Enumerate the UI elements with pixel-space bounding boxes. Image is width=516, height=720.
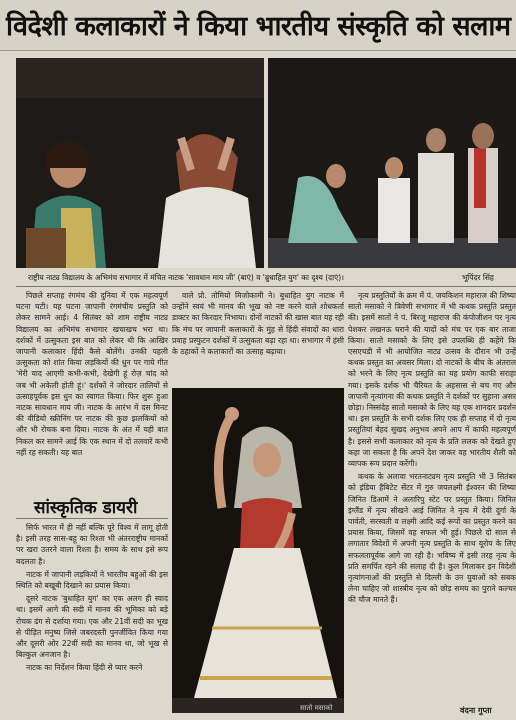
photo-stage-image (268, 58, 516, 268)
article-paragraph: दूसरे नाटक 'बुधाहित युग' का एक अलग ही स्वाद था। इसमें आगे की सदी में मानव की भूमिका को बड़े रोचक ढंग से दर्शाया गया। एक और 21वीं सदी का भूख से पीड़ित मनुष्य जिसे जबरदस्ती पुनर्जीवित किया गया और दूसरी ओर 22वीं सदी का मानव था, जो भूख से बिल्कुल अनजान है। (16, 594, 168, 660)
photo-dancers-image (16, 58, 264, 268)
article-paragraph: वाले प्रो. तोमियो मिजोकामी ने। बुधाहित युग नाटक में उन्होंने स्वयं भी मानव की भूख को नष्ट करने वाले शोधकर्ता डाक्टर का किरदार निभाया। दोनों नाटकों की खास बात यह रही कि मंच पर जापानी कलाकारों के मुंह से हिंदी संवादों का धारा प्रवाह प्रस्फुटन दर्शकों में उत्सुकता बढ़ा रहा था। सभागार में हंसी के ठहाकों ने कलाकारों का उत्साह बढ़ाया। (172, 291, 344, 357)
column-rule (16, 286, 516, 287)
photo-credit-top: भूपिंदर सिंह (462, 273, 494, 282)
article-paragraph: कथक के अलावा भरतनाट्यम नृत्य प्रस्तुति भी 3 सितंबर को इंडिया हैबिटेट सेंटर में गुरु जयलक्ष्मी ईश्वरन की शिष्या जिनित डिआमें ने अलारिपु स्टेट पर प्रस्तुत किया। जिनित इंग्लैंड में नृत्य सीखने आई जिनित ने नृत्य में देवी दुर्गा के पार्वती, सरस्वती व लक्ष्मी आदि कई रूपों का प्रस्तुत करने का प्रयास किया, जिसमें वह सफल भी हुई। पिछले दो साल से लगातार विदेशों में अपनी नृत्य प्रस्तुति के साथ यूरोप के लिए सफलतापूर्वक आगे जा रही है। भविष्य में इसी तरह नृत्य के प्रति समर्पित रहने की सलाह दी है। कुल मिलाकर इन विदेशी नृत्यांगनाओं की प्रस्तुति से दिल्ली के उन युवाओं को सबक लेना चाहिए जो शास्त्रीय नृत्य को छोड़ समय का पुराने कल्चर की चौज मानते हैं। (348, 472, 516, 605)
byline: वंदना गुप्ता (460, 706, 492, 715)
article-paragraph: नाटक में जापानी लड़कियों ने भारतीय बहुओं की इस स्थिति को बखूबी दिखाने का प्रयास किया। (16, 569, 168, 591)
section-heading: सांस्कृतिक डायरी (34, 498, 138, 518)
article-column-1b (16, 522, 168, 717)
article-column-2 (172, 290, 344, 382)
article-column-1 (16, 290, 168, 490)
photo-credit-dancer: सातो मसाको (300, 704, 333, 712)
article-paragraph: नाटक का निर्देशन किया हिंदी से प्यार करने (26, 663, 143, 673)
photo-caption: राष्ट्रीय नाट्य विद्यालय के अभिमंच सभागार में मंचित नाटक 'सावधान माय जी' (बाएं) व 'ब्रुधाहित युग' का दृश्य (दाएं)। (28, 273, 345, 282)
article-paragraph: सिर्फ भारत में ही नहीं बल्कि पूरे विश्व में लागू होती है। इसी तरह सास-बहू का रिश्ता भी अंतरराष्ट्रीय मानकों पर खरा उतरने वाला रिश्ता है। समय के साथ इसे रूप बदलता है। (16, 523, 168, 566)
article-column-3 (348, 290, 516, 702)
photo-top-right (268, 58, 516, 268)
heading-rule (16, 518, 168, 519)
article-paragraph: पिछले सप्ताह रंगमंच की दुनिया में एक महत्वपूर्ण घटना घटी। यह घटना जापानी रंगमंचीय प्रस्तुति को लेकर सामने आई। 4 सितंबर को शाम राष्ट्रीय नाट्य विद्यालय का अभिमंच सभागार खचाखच भरा था। दर्शकों में उत्सुकता इस बात को लेकर थी कि आखिर जापानी कलाकार हिंदी कैसे बोलेंगे। उनकी पहली उत्सुकता को शांत किया लड़कियों की धुन पर गाये गीत 'मेरी याद आएगी कभी-कभी, देखेगी हूं रोज़ चांद को जब भी अकेली होती हूं।' दर्शकों ने जोरदार तालियों से उत्साहपूर्वक इस धुन का स्वागत किया। फिर शुरू हुआ नाटक सावधान माय जी। नाटक के आरंभ में दस मिनट की वीडियो स्क्रीनिंग पर नाटक की कुछ झलकियों को और भी रोचक बना दिया। नाटक के अंत में यही बात निकल कर सामने आई कि एक स्थान में दो तलवारें कभी नहीं रह सकती। यह बात (16, 291, 168, 457)
photo-kathak-dancer-image (172, 388, 344, 713)
photo-dancer (172, 388, 344, 713)
headline-bar (0, 0, 516, 51)
article-paragraph: नृत्य प्रस्तुतियों के क्रम में पं. जयकिशन महाराज की शिष्या सातो मसाको ने त्रिवेणी सभागार में भी कथक प्रस्तुति प्रस्तुत की। इसमें सातों ने पं. बिरजू महाराज की कंपोजीशन पर नृत्य पेशकर लखनऊ घराने की यादों को मंच पर एक बार ताजा किया। सातो मसाको के लिए इसे उपलब्धि ही कहेंगे कि एसएचडी में भी आयोजित नाट्य उत्सव के दौरान भी उन्हें कथक प्रस्तुत का अवसर मिला। दो नाटकों के बीच के अंतराल को भरने के लिए नृत्य प्रस्तुति का यह प्रयोग काफी सराहा गया। इसके दर्शक भी चैरियत के अहसास से बच गए और जापानी नृत्यांगना की कथक प्रस्तुति ने दर्शकों पर सुहाना असर छोड़ा। निस्संदेह सातो मसाको के लिए यह एक शानदार प्रदर्शन था। इस प्रस्तुति के सभी दर्शक लिए एक ही सप्ताह में दो नृत्य प्रस्तुतियां बेहद सुखद अनुभव अपने आप में काफी महत्वपूर्ण है। इससे सभी कलाकार को नृत्य के प्रति ललक को देखते हुए कहा जा सकता है कि अपने देश जाकर वह भारतीय शैली को व्यापक रूप प्रदान करेंगी। (348, 291, 516, 469)
photo-top-left (16, 58, 264, 268)
headline: विदेशी कलाकारों ने किया भारतीय संस्कृति को सलाम (6, 11, 511, 42)
